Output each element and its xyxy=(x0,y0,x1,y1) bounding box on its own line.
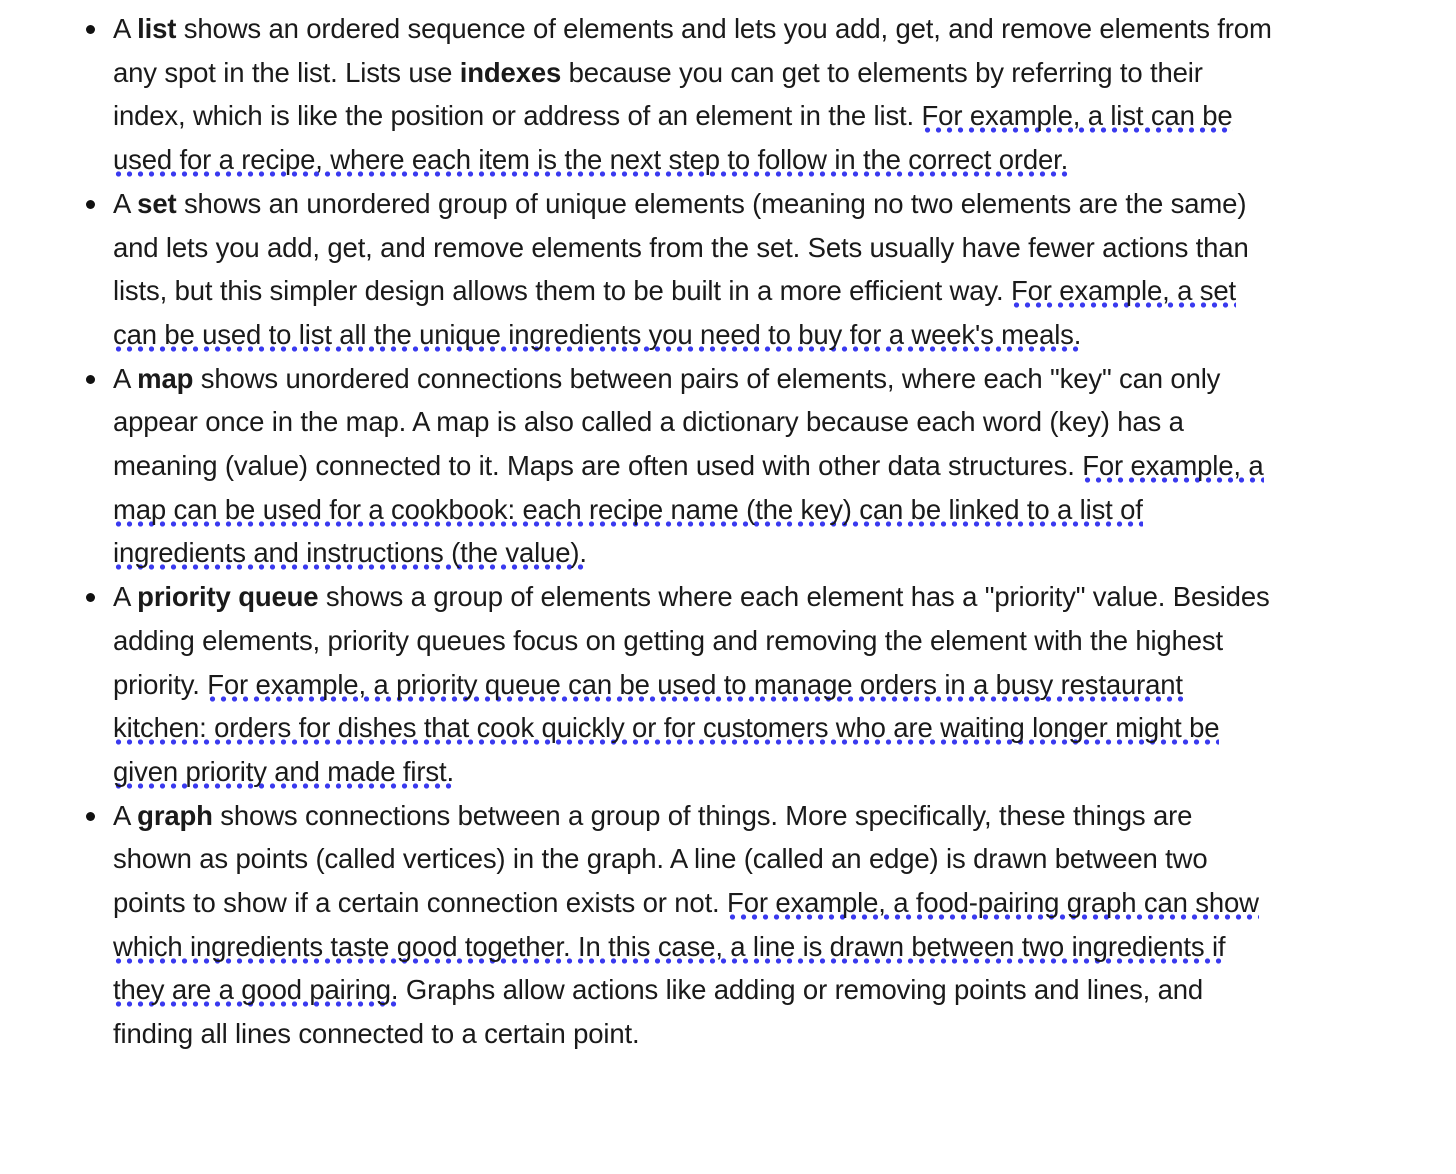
term-map: map xyxy=(137,362,194,394)
item-prefix: A xyxy=(113,581,138,613)
annotated-example-text[interactable]: For example, a set can be used to list all the unique ingredients you need to buy for a week's meals. xyxy=(113,275,1236,350)
list-item-graph xyxy=(113,794,1273,1056)
item-prefix: A xyxy=(113,799,138,831)
term-indexes: indexes xyxy=(459,56,562,88)
item-description: shows a group of elements where each element has a "priority" value. Besides adding elements, priority queues focus on getting and removing the element with the highest priority. xyxy=(113,581,1270,700)
list-item-list xyxy=(113,7,1273,182)
item-trailing-text: Graphs allow actions like adding or removing points and lines, and finding all lines connected to a certain point. xyxy=(113,974,1204,1050)
item-description: shows unordered connections between pairs of elements, where each "key" can only appear once in the map. A map is also called a dictionary because each word (key) has a meaning (value) connected to it. Maps are often used with other data structures. xyxy=(113,362,1221,482)
item-prefix: A xyxy=(113,187,138,219)
item-prefix: A xyxy=(113,362,138,394)
item-prefix: A xyxy=(113,13,138,44)
list-item-set xyxy=(113,182,1273,357)
annotated-example-text[interactable]: For example, a map can be used for a cookbook: each recipe name (the key) can be linked to a list of ingredients and instructions (the value). xyxy=(113,450,1264,569)
item-description: shows connections between a group of things. More specifically, these things are shown as points (called vertices) in the graph. A line (called an edge) is drawn between two points to show if a certain connection exists or not. xyxy=(113,799,1208,919)
term-graph: graph xyxy=(137,799,213,831)
bullet-icon xyxy=(86,812,95,821)
term-list: list xyxy=(137,13,177,44)
item-description-continued: because you can get to elements by referring to their index, which is like the position or address of an element in the list. xyxy=(113,56,1203,132)
term-priority-queue: priority queue xyxy=(137,581,319,613)
list-item-map xyxy=(113,357,1273,576)
list-item-priority-queue xyxy=(113,575,1273,794)
annotated-example-text[interactable]: For example, a list can be used for a recipe, where each item is the next step to follow in the correct order. xyxy=(113,100,1233,176)
bullet-icon xyxy=(86,375,95,384)
annotated-example-text[interactable]: For example, a priority queue can be used to manage orders in a busy restaurant kitchen: orders for dishes that cook quickly or for customers who are waiting longer might be given priority and made first. xyxy=(113,668,1220,787)
bullet-icon xyxy=(86,593,95,602)
term-set: set xyxy=(137,187,177,219)
data-structures-list xyxy=(113,7,1273,1056)
bullet-icon xyxy=(86,25,95,34)
item-description: shows an ordered sequence of elements and lets you add, get, and remove elements from any spot in the list. Lists use xyxy=(113,13,1272,88)
item-description: shows an unordered group of unique elements (meaning no two elements are the same) and lets you add, get, and remove elements from the set. Sets usually have fewer actions than lists, but this simpler design allows them to be built in a more efficient way. xyxy=(113,187,1249,307)
bullet-icon xyxy=(86,200,95,209)
annotated-example-text[interactable]: For example, a food-pairing graph can show which ingredients taste good together. In this case, a line is drawn between two ingredients if they are a good pairing. xyxy=(113,887,1259,1006)
